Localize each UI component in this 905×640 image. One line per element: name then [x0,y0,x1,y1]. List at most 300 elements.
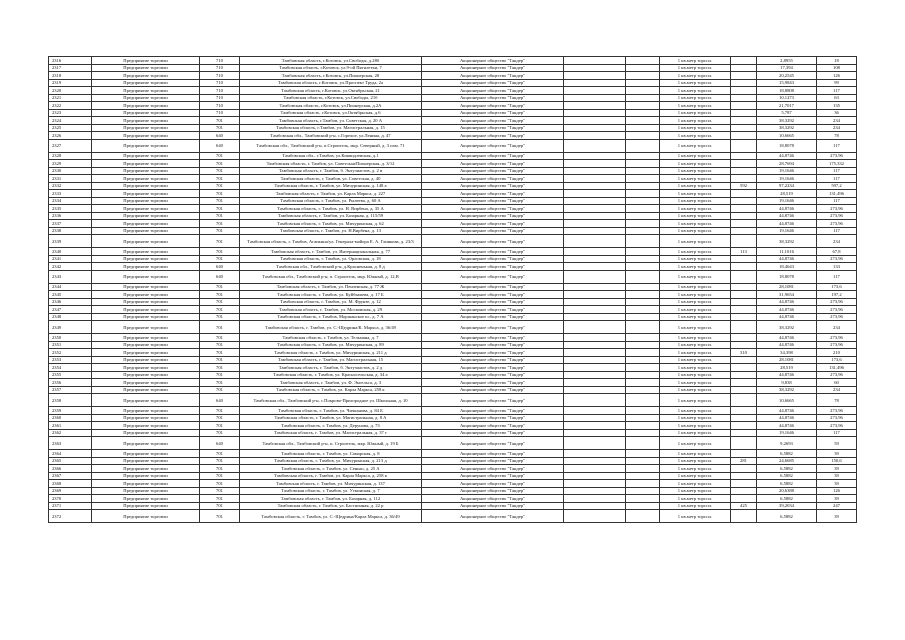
area-cell [731,79,757,87]
unit-cell: 1 кв.метр торг.пл. [660,480,731,488]
address-cell: Тамбовская область, г. Тамбов, ул. Мичуринская, д. 211 д [240,349,422,357]
empty-cell [564,117,626,125]
code-cell: 710 [200,87,240,95]
address-cell: Тамбовская область, г.Тамбов, ул. Советская, д. 20 А [240,117,422,125]
object-type-cell: Предприятие торговли [92,167,200,175]
table-row [49,132,857,140]
row-number-cell: 2332 [49,182,92,190]
area-cell [731,379,757,387]
address-cell: Тамбовская обл., Тамбовский р-н, с.Покрово-Пригородное ул. Школьная, д. 10 [240,394,422,407]
address-cell: Тамбовская обл., Тамбовский р-н, д.Красненькая, д. 8 д [240,263,422,271]
empty-cell [626,248,660,256]
unit-cell: 1 кв.метр торг.пл. [660,270,731,283]
table-row [49,306,857,314]
volume-cell: 18,8078 [757,270,817,283]
empty-cell [626,270,660,283]
norm-cell: 39 [817,510,857,523]
row-number-cell: 2354 [49,364,92,372]
volume-cell: 44,8746 [757,205,817,213]
empty-cell [626,379,660,387]
empty-cell [626,117,660,125]
volume-cell: 44,8746 [757,334,817,342]
table-row [49,227,857,235]
code-cell: 701 [200,386,240,394]
norm-cell: 59 [817,437,857,450]
area-cell [731,465,757,473]
organization-cell: Акционерное общество "Тандер" [422,291,564,299]
code-cell: 701 [200,450,240,458]
table-row [49,248,857,256]
empty-cell [626,72,660,80]
object-type-cell: Предприятие торговли [92,190,200,198]
norm-cell: 39 [817,450,857,458]
empty-cell [564,334,626,342]
address-cell: Тамбовская область, г. Тамбов, ул. Базарная, д. 112 [240,495,422,503]
address-cell: Тамбовская область, г. Тамбов, ул. Самарская, д. 8 [240,450,422,458]
table-row [49,394,857,407]
organization-cell: Акционерное общество "Тандер" [422,212,564,220]
address-cell: Тамбовская область, г. Тамбов, б. Энтузиастов, д. 2 д [240,364,422,372]
address-cell: Тамбовская область, г.Котовск, ул.Проспект Труда, 2а [240,79,422,87]
volume-cell: 10,6665 [757,132,817,140]
empty-cell [626,306,660,314]
table-row [49,429,857,437]
row-number-cell: 2350 [49,334,92,342]
area-cell [731,495,757,503]
address-cell: Тамбовская область, г. Тамбов, ул. Советская/Пионерская, д. 3/12 [240,160,422,168]
table-row [49,72,857,80]
empty-cell [564,487,626,495]
area-cell [731,87,757,95]
unit-cell: 1 кв.метр торг.пл. [660,334,731,342]
volume-cell: 2,8955 [757,57,817,65]
code-cell: 701 [200,227,240,235]
code-cell: 710 [200,64,240,72]
norm-cell: 234 [817,124,857,132]
organization-cell: Акционерное общество "Тандер" [422,495,564,503]
organization-cell: Акционерное общество "Тандер" [422,407,564,415]
empty-cell [564,109,626,117]
area-cell [731,64,757,72]
row-number-cell: 2364 [49,450,92,458]
table-row [49,190,857,198]
area-cell [731,124,757,132]
area-cell [731,356,757,364]
volume-cell: 44,8746 [757,407,817,415]
code-cell: 710 [200,72,240,80]
empty-cell [626,510,660,523]
area-cell [731,152,757,160]
empty-cell [564,270,626,283]
volume-cell: 6,5882 [757,472,817,480]
organization-cell: Акционерное общество "Тандер" [422,341,564,349]
address-cell: Тамбовская область, г. Тамбов, ул. Орловская, д. 18 [240,255,422,263]
norm-cell: 273,96 [817,341,857,349]
object-type-cell: Предприятие торговли [92,132,200,140]
volume-cell: 34,398 [757,349,817,357]
volume-cell: 44,8746 [757,414,817,422]
norm-cell: 60 [817,379,857,387]
table-row [49,414,857,422]
table-row [49,487,857,495]
table-row [49,152,857,160]
object-type-cell: Предприятие торговли [92,457,200,465]
empty-cell [626,139,660,152]
organization-cell: Акционерное общество "Тандер" [422,227,564,235]
area-cell [731,414,757,422]
empty-cell [564,160,626,168]
organization-cell: Акционерное общество "Тандер" [422,480,564,488]
unit-cell: 1 кв.метр торг.пл. [660,124,731,132]
empty-cell [564,57,626,65]
row-number-cell: 2317 [49,64,92,72]
volume-cell: 44,8746 [757,212,817,220]
row-number-cell: 2321 [49,94,92,102]
norm-cell: 18 [817,57,857,65]
area-cell [731,102,757,110]
volume-cell: 19,1646 [757,429,817,437]
address-cell: Тамбовская область, г.Тамбов, ул. Магистральная, д. 15 [240,124,422,132]
row-number-cell: 2336 [49,212,92,220]
object-type-cell: Предприятие торговли [92,87,200,95]
address-cell: Тамбовская обл., г.Тамбов, ул.Киквидзевская, д.1 [240,152,422,160]
volume-cell: 9,838 [757,379,817,387]
row-number-cell: 2342 [49,263,92,271]
object-type-cell: Предприятие торговли [92,371,200,379]
document-page [48,56,856,523]
unit-cell: 1 кв.метр торг.пл. [660,371,731,379]
area-cell [731,235,757,248]
organization-cell: Акционерное общество "Тандер" [422,502,564,510]
empty-cell [564,480,626,488]
empty-cell [626,124,660,132]
empty-cell [564,87,626,95]
unit-cell: 1 кв.метр торг.пл. [660,197,731,205]
area-cell [731,364,757,372]
organization-cell: Акционерное общество "Тандер" [422,465,564,473]
area-cell [731,167,757,175]
volume-cell: 19,1646 [757,175,817,183]
empty-cell [626,334,660,342]
organization-cell: Акционерное общество "Тандер" [422,255,564,263]
unit-cell: 1 кв.метр торг.пл. [660,429,731,437]
empty-cell [564,495,626,503]
object-type-cell: Предприятие торговли [92,94,200,102]
object-type-cell: Предприятие торговли [92,465,200,473]
area-cell [731,197,757,205]
table-row [49,291,857,299]
organization-cell: Акционерное общество "Тандер" [422,117,564,125]
unit-cell: 1 кв.метр торг.пл. [660,356,731,364]
norm-cell: 273,96 [817,212,857,220]
object-type-cell: Предприятие торговли [92,182,200,190]
object-type-cell: Предприятие торговли [92,175,200,183]
table-row [49,465,857,473]
unit-cell: 1 кв.метр торг.пл. [660,160,731,168]
code-cell: 701 [200,182,240,190]
row-number-cell: 2366 [49,465,92,473]
code-cell: 701 [200,190,240,198]
row-number-cell: 2325 [49,124,92,132]
organization-cell: Акционерное общество "Тандер" [422,248,564,256]
address-cell: Тамбовская обл., Тамбовский р-н, п. Строитель, мкр. Южный, д. 19 Б [240,437,422,450]
unit-cell: 1 кв.метр торг.пл. [660,457,731,465]
norm-cell: 117 [817,175,857,183]
code-cell: 640 [200,270,240,283]
object-type-cell: Предприятие торговли [92,64,200,72]
organization-cell: Акционерное общество "Тандер" [422,472,564,480]
volume-cell: 38,3292 [757,235,817,248]
organization-cell: Акционерное общество "Тандер" [422,379,564,387]
code-cell: 701 [200,495,240,503]
volume-cell: 18,8078 [757,139,817,152]
organization-cell: Акционерное общество "Тандер" [422,94,564,102]
empty-cell [564,72,626,80]
object-type-cell: Предприятие торговли [92,437,200,450]
norm-cell: 99 [817,79,857,87]
empty-cell [564,132,626,140]
area-cell [731,291,757,299]
address-cell: Тамбовская область, г. Тамбов, ул. Карла Маркса, д. 258 к [240,472,422,480]
organization-cell: Акционерное общество "Тандер" [422,270,564,283]
table-row [49,87,857,95]
row-number-cell: 2355 [49,371,92,379]
area-cell [731,510,757,523]
unit-cell: 1 кв.метр торг.пл. [660,139,731,152]
row-number-cell: 2316 [49,57,92,65]
row-number-cell: 2327 [49,139,92,152]
code-cell: 701 [200,248,240,256]
object-type-cell: Предприятие торговли [92,152,200,160]
object-type-cell: Предприятие торговли [92,502,200,510]
address-cell: Тамбовская область, г.Котовск, ул.Свободы, д.28б [240,57,422,65]
table-row [49,109,857,117]
object-type-cell: Предприятие торговли [92,510,200,523]
area-cell [731,263,757,271]
organization-cell: Акционерное общество "Тандер" [422,371,564,379]
norm-cell: 273,96 [817,255,857,263]
object-type-cell: Предприятие торговли [92,160,200,168]
area-cell [731,472,757,480]
area-cell [731,57,757,65]
empty-cell [626,57,660,65]
code-cell: 701 [200,371,240,379]
area-cell [731,117,757,125]
object-type-cell: Предприятие торговли [92,270,200,283]
empty-cell [626,364,660,372]
unit-cell: 1 кв.метр торг.пл. [660,72,731,80]
address-cell: Тамбовская область, г. Тамбов, ул. Рылеева, д. 60 А [240,197,422,205]
norm-cell: 126 [817,487,857,495]
object-type-cell: Предприятие торговли [92,72,200,80]
unit-cell: 1 кв.метр торг.пл. [660,450,731,458]
norm-cell: 273,96 [817,152,857,160]
address-cell: Тамбовская область, г. Тамбов, ул. Уткинская, д. 7 [240,487,422,495]
norm-cell: 234 [817,321,857,334]
object-type-cell: Предприятие торговли [92,283,200,291]
area-cell [731,487,757,495]
object-type-cell: Предприятие торговли [92,291,200,299]
organization-cell: Акционерное общество "Тандер" [422,321,564,334]
organization-cell: Акционерное общество "Тандер" [422,109,564,117]
table-row [49,437,857,450]
norm-cell: 131,496 [817,190,857,198]
address-cell: Тамбовская область, г. Тамбов, ул. Пензенская, д. 77 Ж [240,283,422,291]
norm-cell: 273,96 [817,220,857,228]
empty-cell [564,255,626,263]
area-cell [731,321,757,334]
address-cell: Тамбовская область, г.Котовск, ул.9-ой Пятилетки, 7 [240,64,422,72]
empty-cell [564,450,626,458]
norm-cell: 117 [817,227,857,235]
norm-cell: 273,96 [817,371,857,379]
empty-cell [626,182,660,190]
unit-cell: 1 кв.метр торг.пл. [660,64,731,72]
table-row [49,457,857,465]
volume-cell: 44,8746 [757,313,817,321]
row-number-cell: 2324 [49,117,92,125]
area-cell: 425 [731,502,757,510]
object-type-cell: Предприятие торговли [92,263,200,271]
organization-cell: Акционерное общество "Тандер" [422,57,564,65]
norm-cell: 273,96 [817,205,857,213]
norm-cell: 210 [817,349,857,357]
object-type-cell: Предприятие торговли [92,235,200,248]
table-row [49,197,857,205]
empty-cell [564,510,626,523]
norm-cell: 273,96 [817,306,857,314]
empty-cell [626,414,660,422]
norm-cell: 126 [817,72,857,80]
address-cell: Тамбовская область, г.Котовск, ул.Пионерская, 28 [240,72,422,80]
row-number-cell: 2349 [49,321,92,334]
unit-cell: 1 кв.метр торг.пл. [660,495,731,503]
empty-cell [564,102,626,110]
row-number-cell: 2335 [49,205,92,213]
row-number-cell: 2368 [49,480,92,488]
volume-cell: 28,7694 [757,160,817,168]
organization-cell: Акционерное общество "Тандер" [422,487,564,495]
organization-cell: Акционерное общество "Тандер" [422,510,564,523]
empty-cell [626,152,660,160]
norm-cell: 67,8 [817,248,857,256]
code-cell: 701 [200,235,240,248]
empty-cell [564,422,626,430]
row-number-cell: 2371 [49,502,92,510]
volume-cell: 10,1273 [757,94,817,102]
address-cell: Тамбовская область, г. Тамбов, ул. Базарная, д. 115/59 [240,212,422,220]
unit-cell: 1 кв.метр торг.пл. [660,379,731,387]
unit-cell: 1 кв.метр торг.пл. [660,255,731,263]
empty-cell [626,386,660,394]
volume-cell: 31,9654 [757,291,817,299]
code-cell: 710 [200,109,240,117]
unit-cell: 1 кв.метр торг.пл. [660,414,731,422]
row-number-cell: 2330 [49,167,92,175]
volume-cell: 44,8746 [757,255,817,263]
row-number-cell: 2326 [49,132,92,140]
norm-cell: 173,6 [817,283,857,291]
table-row [49,160,857,168]
norm-cell: 273,96 [817,414,857,422]
empty-cell [626,321,660,334]
table-row [49,263,857,271]
row-number-cell: 2361 [49,422,92,430]
empty-cell [564,94,626,102]
empty-cell [564,472,626,480]
area-cell [731,94,757,102]
empty-cell [626,227,660,235]
object-type-cell: Предприятие торговли [92,117,200,125]
code-cell: 701 [200,457,240,465]
unit-cell: 1 кв.метр торг.пл. [660,117,731,125]
row-number-cell: 2320 [49,87,92,95]
volume-cell: 38,3292 [757,321,817,334]
norm-cell: 273,96 [817,313,857,321]
empty-cell [626,212,660,220]
volume-cell: 28,519 [757,364,817,372]
object-type-cell: Предприятие торговли [92,102,200,110]
area-cell [731,298,757,306]
organization-cell: Акционерное общество "Тандер" [422,457,564,465]
norm-cell: 234 [817,235,857,248]
table-row [49,255,857,263]
norm-cell: 247 [817,502,857,510]
empty-cell [564,152,626,160]
volume-cell: 6,5882 [757,495,817,503]
address-cell: Тамбовская область, г. Тамбов, Моршанское ш., д. 7 А [240,313,422,321]
object-type-cell: Предприятие торговли [92,109,200,117]
code-cell: 701 [200,472,240,480]
norm-cell: 597,2 [817,182,857,190]
code-cell: 701 [200,306,240,314]
code-cell: 701 [200,422,240,430]
code-cell: 701 [200,160,240,168]
area-cell [731,429,757,437]
volume-cell: 10,6665 [757,394,817,407]
row-number-cell: 2337 [49,220,92,228]
table-row [49,480,857,488]
organization-cell: Акционерное общество "Тандер" [422,450,564,458]
volume-cell: 28,519 [757,190,817,198]
empty-cell [564,502,626,510]
organization-cell: Акционерное общество "Тандер" [422,72,564,80]
row-number-cell: 2358 [49,394,92,407]
volume-cell: 20,2545 [757,72,817,80]
code-cell: 701 [200,298,240,306]
code-cell: 701 [200,487,240,495]
norm-cell: 39 [817,495,857,503]
norm-cell: 175,332 [817,160,857,168]
object-type-cell: Предприятие торговли [92,227,200,235]
empty-cell [626,109,660,117]
empty-cell [564,386,626,394]
table-row [49,450,857,458]
empty-cell [564,465,626,473]
volume-cell: 6,5882 [757,510,817,523]
address-cell: Тамбовская область, г. Тамбов, ул. Интернациональная, д. 77 [240,248,422,256]
organization-cell: Акционерное общество "Тандер" [422,160,564,168]
unit-cell: 1 кв.метр торг.пл. [660,313,731,321]
empty-cell [626,291,660,299]
code-cell: 640 [200,394,240,407]
code-cell: 701 [200,356,240,364]
unit-cell: 1 кв.метр торг.пл. [660,487,731,495]
empty-cell [626,356,660,364]
object-type-cell: Предприятие торговли [92,197,200,205]
organization-cell: Акционерное общество "Тандер" [422,87,564,95]
empty-cell [626,64,660,72]
